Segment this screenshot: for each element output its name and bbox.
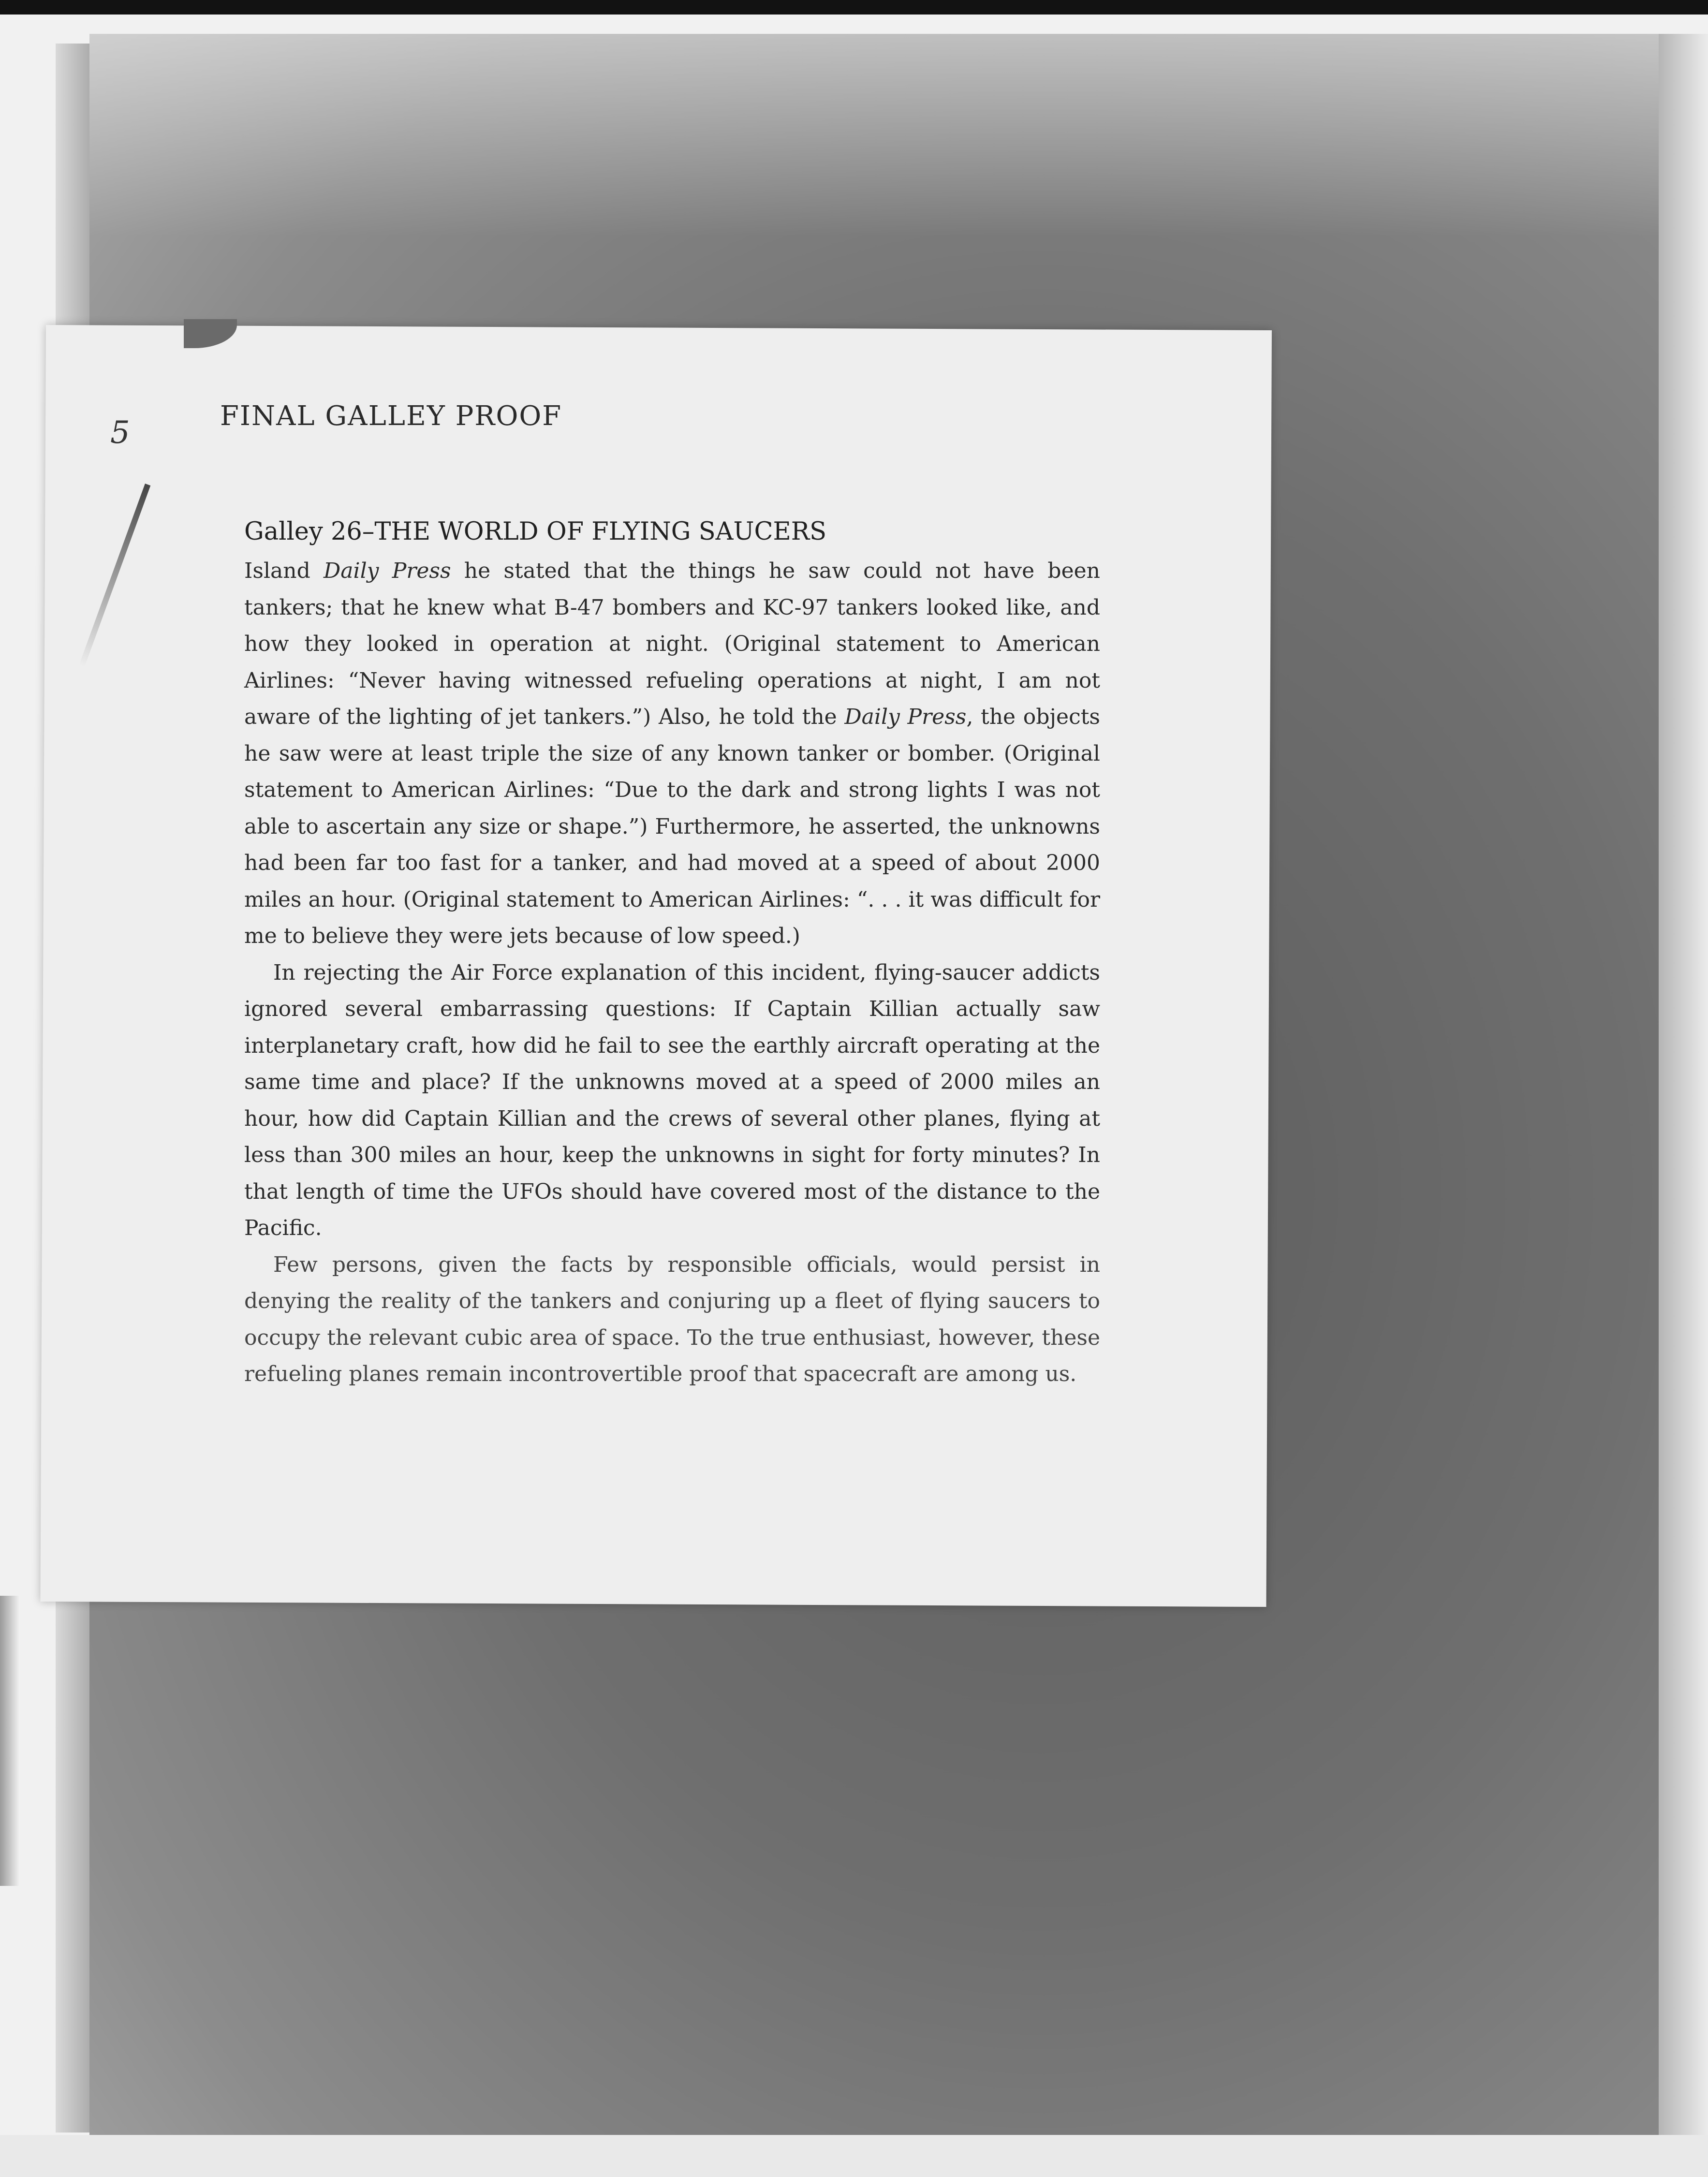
galley-heading: Galley 26–THE WORLD OF FLYING SAUCERS	[244, 517, 827, 546]
scan-right-edge	[1659, 34, 1708, 2135]
newspaper-name: Daily Press	[844, 705, 967, 729]
paragraph-1	[244, 553, 1100, 955]
final-galley-proof-stamp: FINAL GALLEY PROOF	[220, 400, 562, 432]
paragraph-2: In rejecting the Air Force explanation of this incident, flying-saucer addicts ignored several embarrassing questions: If Captain Killian actually saw interplanetary craft, how did he fail to see the earthly aircraft operating at the same time and place? If the unknowns moved at a speed of 2000 miles an hour, how did Captain Killian and the crews of several other planes, flying at less than 300 miles an hour, keep the unknowns in sight for forty minutes? In that length of time the UFOs should have covered most of the distance to the Pacific.	[244, 960, 1100, 1240]
paragraph-1-part-1: Island	[244, 559, 324, 583]
paragraph-3: Few persons, given the facts by responsible officials, would persist in denying the reality of the tankers and conjuring up a fleet of flying saucers to occupy the relevant cubic area of space. To the true enthusiast, however, these refueling planes remain incontrovertible proof that spacecraft are among us.	[244, 1252, 1100, 1386]
paragraph-1-part-5: , the objects he saw were at least triple the size of any known tanker or bomber. (Original statement to American Airlines: “Due to the dark and strong lights I was not able to ascertain any size or shape.”) Furthermore, he asserted, the unknowns had been far too fast for a tanker, and had moved at a speed of about 2000 miles an hour. (Original statement to American Airlines: “. . . it was difficult for me to believe they were jets because of low speed.)	[244, 705, 1100, 948]
scan-top-fade	[89, 34, 1676, 237]
scan-edge-mark	[0, 1596, 19, 1886]
newspaper-name: Daily Press	[324, 559, 451, 583]
paragraph-1-part-3: he stated that the things he saw could not have been tankers; that he knew what B-47 bombers and KC-97 tankers looked like, and how they looked in operation at night. (Original statement to American Airlines: “Never having witnessed refueling operations at night, I am not aware of the lighting of jet tankers.”) Also, he told the	[244, 559, 1100, 729]
scanner-top-band	[0, 0, 1708, 15]
margin-number: 5	[110, 415, 130, 451]
scan-bottom-edge	[0, 2135, 1708, 2177]
galley-body-text	[244, 553, 1100, 1393]
